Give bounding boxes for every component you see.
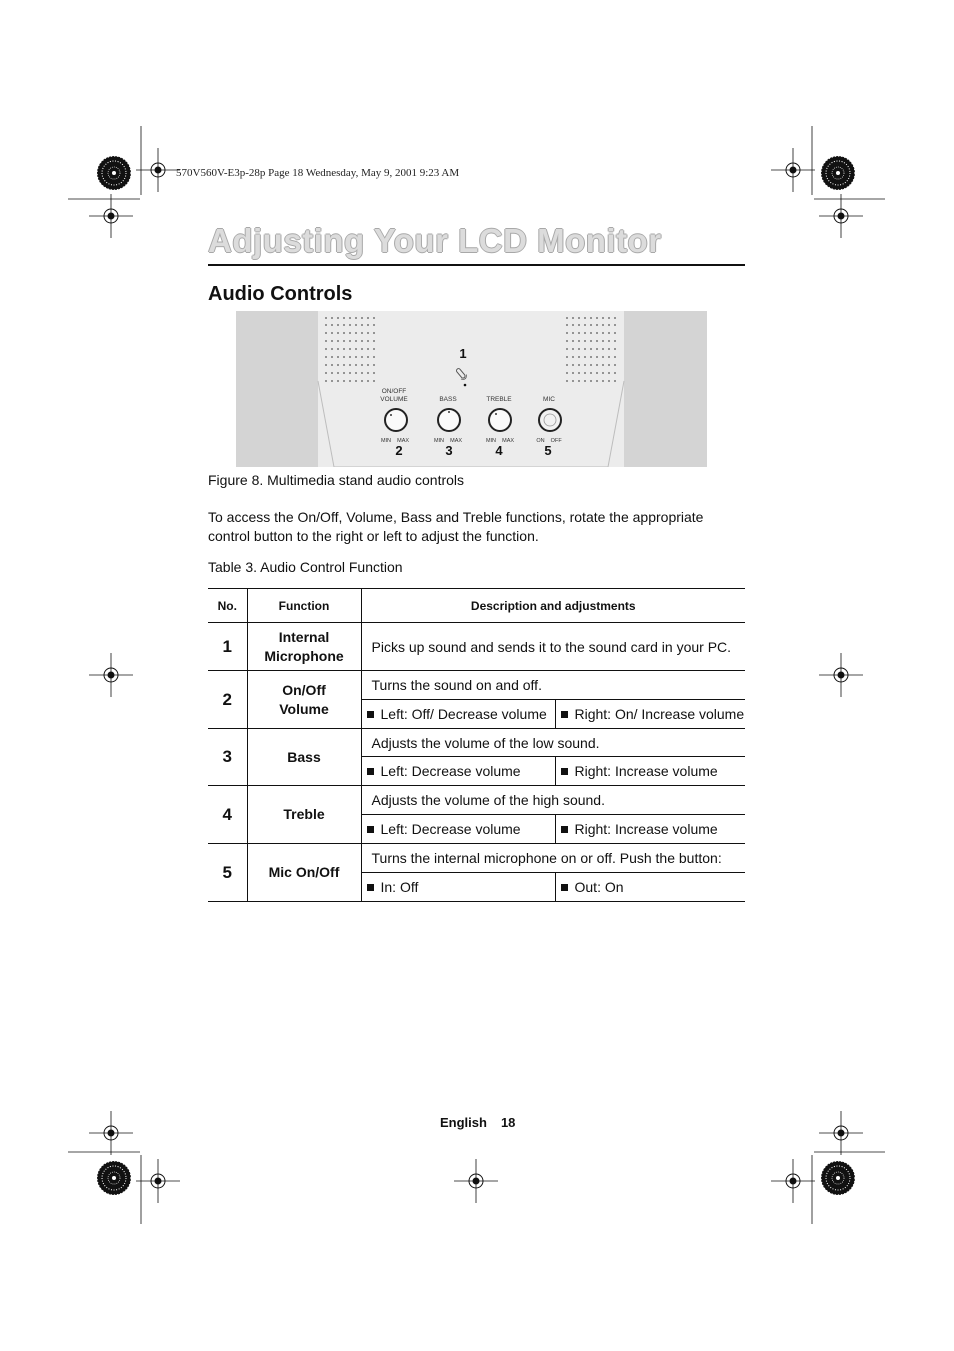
table-row	[208, 623, 745, 671]
row-number: 5	[208, 844, 247, 902]
starburst-mark-bottom-left	[97, 1161, 131, 1195]
crosshair-mark	[771, 1159, 815, 1203]
body-paragraph: To access the On/Off, Volume, Bass and Treble functions, rotate the appropriate control button to the right or left to adjust the function.	[208, 509, 704, 544]
table-row	[208, 844, 745, 873]
row-number: 1	[208, 623, 247, 671]
svg-text:MIN MAX: MIN MAX	[485, 438, 515, 444]
row-description: Turns the internal microphone on or off. Push the button:	[361, 844, 745, 873]
table-row	[208, 729, 745, 757]
crosshair-mark	[136, 1159, 180, 1203]
header-no: No.	[208, 589, 247, 623]
audio-control-table	[208, 588, 745, 902]
row-number: 4	[208, 786, 247, 844]
row-function: Internal Microphone	[247, 623, 361, 671]
crosshair-mark	[89, 653, 133, 697]
row-description: Adjusts the volume of the low sound.	[361, 729, 745, 757]
crosshair-mark	[819, 194, 863, 238]
table-row	[208, 786, 745, 815]
crosshair-mark	[454, 1159, 498, 1203]
crosshair-mark	[771, 148, 815, 192]
table-row	[208, 671, 745, 700]
bullet-icon	[367, 826, 374, 833]
bullet-icon	[561, 711, 568, 718]
figure-caption: Figure 8. Multimedia stand audio controls	[208, 472, 465, 488]
svg-text:MIC: MIC	[543, 396, 555, 403]
table-caption: Table 3. Audio Control Function	[208, 559, 403, 575]
svg-text:MIN MAX: MIN MAX	[433, 438, 463, 444]
header-function: Function	[247, 589, 361, 623]
bullet-icon	[367, 711, 374, 718]
right-adjustment: Right: Increase volume	[555, 757, 745, 786]
callout-1: 1	[459, 346, 467, 361]
right-adjustment: Out: On	[555, 873, 745, 902]
title-divider	[208, 264, 745, 266]
audio-controls-figure	[236, 311, 707, 467]
left-adjustment: Left: Decrease volume	[361, 757, 555, 786]
page-number: 18	[500, 1115, 516, 1130]
svg-text:VOLUME: VOLUME	[380, 396, 408, 403]
svg-text:TREBLE: TREBLE	[486, 396, 512, 403]
starburst-mark-top-right	[821, 156, 855, 190]
table-header-row	[208, 589, 745, 623]
left-adjustment: Left: Off/ Decrease volume	[361, 700, 555, 729]
row-function: Mic On/Off	[247, 844, 361, 902]
row-description: Turns the sound on and off.	[361, 671, 745, 700]
bullet-icon	[367, 768, 374, 775]
svg-text:MIN MAX: MIN MAX	[380, 438, 410, 444]
header-description: Description and adjustments	[361, 589, 745, 623]
left-adjustment: In: Off	[361, 873, 555, 902]
row-number: 2	[208, 671, 247, 729]
callout-3: 3	[445, 443, 453, 458]
crosshair-mark	[819, 653, 863, 697]
section-heading: Audio Controls	[208, 283, 353, 305]
row-function: On/Off Volume	[247, 671, 361, 729]
right-adjustment: Right: On/ Increase volume	[555, 700, 745, 729]
crosshair-mark	[136, 148, 180, 192]
svg-text:ON/OFF: ON/OFF	[381, 388, 407, 395]
left-adjustment: Left: Decrease volume	[361, 815, 555, 844]
print-header-stamp: 570V560V-E3p-28p Page 18 Wednesday, May 9, 2001 9:23 AM	[176, 167, 460, 179]
row-description: Picks up sound and sends it to the sound card in your PC.	[361, 623, 745, 671]
bullet-icon	[367, 884, 374, 891]
callout-5: 5	[544, 443, 552, 458]
bullet-icon	[561, 768, 568, 775]
callout-2: 2	[395, 443, 403, 458]
bullet-icon	[561, 826, 568, 833]
page-title: Adjusting Your LCD Monitor	[208, 222, 662, 259]
starburst-mark-bottom-right	[821, 1161, 855, 1195]
crosshair-mark	[89, 194, 133, 238]
right-adjustment: Right: Increase volume	[555, 815, 745, 844]
starburst-mark-top-left	[97, 156, 131, 190]
svg-text:BASS: BASS	[439, 396, 457, 403]
callout-4: 4	[495, 443, 503, 458]
row-function: Treble	[247, 786, 361, 844]
row-description: Adjusts the volume of the high sound.	[361, 786, 745, 815]
page-footer	[440, 1115, 515, 1130]
svg-text:ON OFF: ON OFF	[536, 438, 562, 444]
row-number: 3	[208, 729, 247, 786]
bullet-icon	[561, 884, 568, 891]
footer-language: English	[440, 1115, 487, 1130]
crosshair-mark	[819, 1111, 863, 1155]
crosshair-mark	[89, 1111, 133, 1155]
row-function: Bass	[247, 729, 361, 786]
